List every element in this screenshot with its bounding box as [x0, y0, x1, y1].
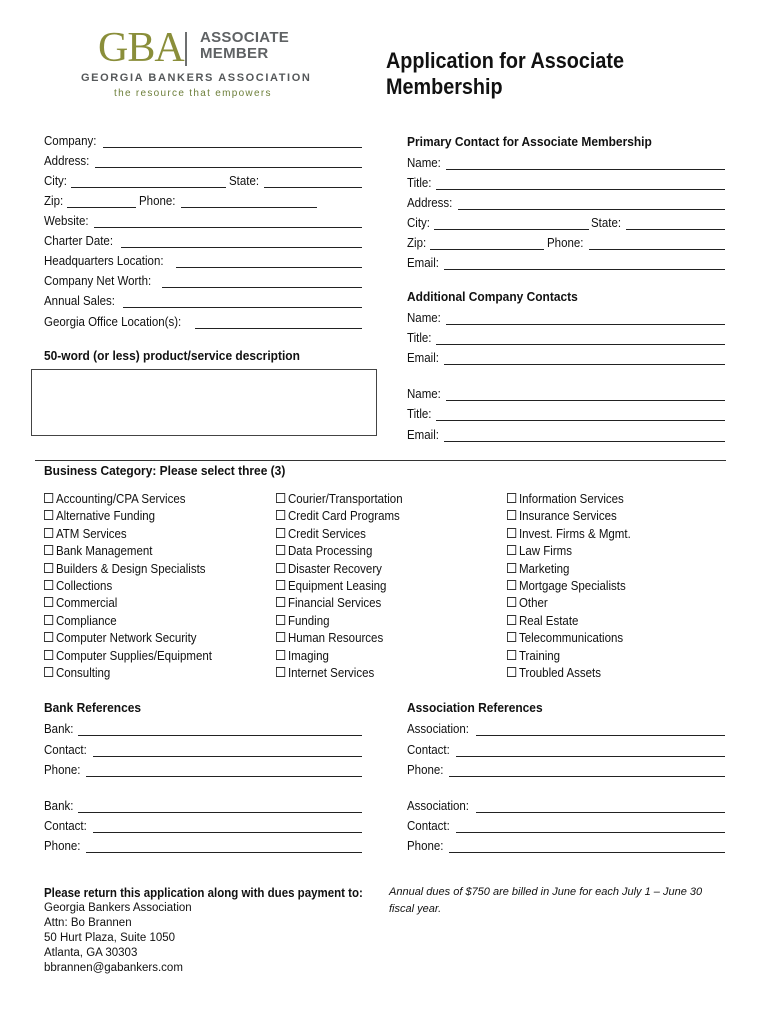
- return-line: Attn: Bo Brannen: [44, 917, 132, 929]
- checkbox-icon[interactable]: [276, 597, 285, 607]
- checkbox-icon[interactable]: [507, 632, 516, 642]
- category-label: Imaging: [287, 648, 329, 663]
- company-label: Company:: [44, 134, 97, 148]
- category-checkbox-item[interactable]: [507, 631, 623, 645]
- checkbox-icon[interactable]: [44, 667, 53, 677]
- category-checkbox-item[interactable]: [276, 527, 366, 541]
- pc-phone-field[interactable]: [547, 234, 725, 250]
- pc-zip-label: Zip:: [407, 236, 427, 250]
- checkbox-icon[interactable]: [276, 510, 285, 520]
- bank2-bank-field[interactable]: [44, 797, 362, 813]
- category-label: Telecommunications: [518, 631, 624, 646]
- checkbox-icon[interactable]: [276, 563, 285, 573]
- logo-associate-line1: ASSOCIATE: [200, 29, 290, 46]
- dues-note: Annual dues of $750 are billed in June for each July 1 – June 30 fiscal year.: [389, 886, 703, 915]
- bank2-bank-label: Bank:: [44, 799, 74, 813]
- category-checkbox-item[interactable]: [44, 562, 206, 576]
- category-checkbox-item[interactable]: [44, 631, 197, 645]
- zip-label: Zip:: [44, 194, 64, 208]
- assoc2-phone-field[interactable]: [407, 837, 725, 853]
- category-checkbox-item[interactable]: [276, 544, 372, 558]
- category-checkbox-item[interactable]: [44, 649, 212, 663]
- category-label: Information Services: [518, 492, 624, 506]
- checkbox-icon[interactable]: [276, 632, 285, 642]
- category-label: Law Firms: [518, 544, 573, 559]
- state-label: State:: [229, 174, 260, 188]
- ac1-name-label: Name:: [407, 311, 441, 325]
- category-label: Internet Services: [287, 666, 375, 680]
- checkbox-icon[interactable]: [276, 615, 285, 625]
- category-label: Accounting/CPA Services: [55, 492, 186, 506]
- category-label: Invest. Firms & Mgmt.: [518, 526, 631, 541]
- category-checkbox-item[interactable]: [276, 649, 329, 663]
- checkbox-icon[interactable]: [44, 597, 53, 607]
- state-field[interactable]: [229, 172, 362, 188]
- category-checkbox-item[interactable]: [44, 527, 127, 541]
- pc-title-field[interactable]: [407, 174, 725, 190]
- checkbox-icon[interactable]: [44, 615, 53, 625]
- bank-references-header: Bank References: [44, 700, 142, 715]
- bank1-phone-field[interactable]: [44, 761, 362, 777]
- ac1-title-field[interactable]: [407, 329, 725, 345]
- ac2-email-field[interactable]: [407, 426, 725, 442]
- category-checkbox-item[interactable]: [44, 596, 117, 610]
- category-checkbox-item[interactable]: [507, 544, 572, 558]
- bank2-contact-field[interactable]: [44, 817, 362, 833]
- category-checkbox-item[interactable]: [44, 544, 153, 558]
- phone-field[interactable]: [139, 192, 317, 208]
- pc-state-field[interactable]: [591, 214, 725, 230]
- category-label: Courier/Transportation: [287, 492, 403, 506]
- category-label: Disaster Recovery: [287, 561, 382, 576]
- category-label: Marketing: [518, 561, 570, 576]
- primary-contact-header: Primary Contact for Associate Membership: [407, 134, 652, 149]
- checkbox-icon[interactable]: [507, 597, 516, 607]
- category-checkbox-item[interactable]: [507, 649, 560, 663]
- checkbox-icon[interactable]: [44, 580, 53, 590]
- charter-date-label: Charter Date:: [44, 234, 114, 248]
- bank2-contact-label: Contact:: [44, 819, 87, 833]
- zip-field[interactable]: [44, 192, 136, 208]
- category-label: Builders & Design Specialists: [55, 561, 206, 576]
- website-label: Website:: [44, 214, 89, 228]
- category-label: Data Processing: [287, 544, 373, 559]
- logo-org-name: GEORGIA BANKERS ASSOCIATION: [81, 72, 312, 84]
- logo-tagline: the resource that empowers: [114, 88, 272, 99]
- checkbox-icon[interactable]: [44, 545, 53, 555]
- ac2-name-field[interactable]: [407, 385, 725, 401]
- category-label: Alternative Funding: [55, 509, 156, 524]
- category-checkbox-item[interactable]: [507, 614, 578, 628]
- category-checkbox-item[interactable]: [44, 509, 155, 523]
- checkbox-icon[interactable]: [44, 650, 53, 660]
- category-checkbox-item[interactable]: [276, 562, 382, 576]
- category-checkbox-item[interactable]: [507, 596, 548, 610]
- checkbox-icon[interactable]: [44, 563, 53, 573]
- net-worth-label: Company Net Worth:: [44, 274, 152, 288]
- bank2-phone-label: Phone:: [44, 839, 81, 853]
- category-checkbox-item[interactable]: [507, 562, 569, 576]
- logo-associate-member: [200, 30, 289, 62]
- checkbox-icon[interactable]: [276, 650, 285, 660]
- ga-office-label: Georgia Office Location(s):: [44, 315, 182, 329]
- city-field[interactable]: [44, 172, 226, 188]
- checkbox-icon[interactable]: [507, 563, 516, 573]
- ac2-title-field[interactable]: [407, 405, 725, 421]
- return-line: Atlanta, GA 30303: [44, 947, 138, 959]
- pc-state-label: State:: [591, 216, 622, 230]
- pc-phone-label: Phone:: [547, 236, 584, 250]
- assoc2-contact-label: Contact:: [407, 819, 450, 833]
- category-checkbox-item[interactable]: [507, 527, 631, 541]
- pc-address-label: Address:: [407, 196, 453, 210]
- address-label: Address:: [44, 154, 90, 168]
- checkbox-icon[interactable]: [507, 510, 516, 520]
- category-label: Computer Network Security: [55, 631, 197, 646]
- checkbox-icon[interactable]: [44, 528, 53, 538]
- pc-title-label: Title:: [407, 176, 432, 190]
- annual-sales-label: Annual Sales:: [44, 294, 115, 308]
- ac1-title-label: Title:: [407, 331, 432, 345]
- assoc1-association-label: Association:: [407, 722, 470, 736]
- bank1-bank-field[interactable]: [44, 720, 362, 736]
- category-label: Commercial: [55, 596, 118, 611]
- category-label: Credit Services: [287, 526, 366, 541]
- annual-sales-field[interactable]: [44, 292, 362, 308]
- phone-label: Phone:: [139, 194, 176, 208]
- checkbox-icon[interactable]: [507, 580, 516, 590]
- website-field[interactable]: [44, 212, 362, 228]
- category-label: Troubled Assets: [518, 666, 601, 680]
- pc-email-label: Email:: [407, 256, 439, 270]
- pc-zip-field[interactable]: [407, 234, 544, 250]
- category-label: Bank Management: [55, 544, 153, 559]
- pc-email-field[interactable]: [407, 254, 725, 270]
- business-category-header: Business Category: Please select three (3): [44, 463, 286, 478]
- checkbox-icon[interactable]: [276, 667, 285, 677]
- assoc2-association-field[interactable]: [407, 797, 725, 813]
- assoc2-association-label: Association:: [407, 799, 470, 813]
- checkbox-icon[interactable]: [507, 615, 516, 625]
- description-textarea[interactable]: [31, 369, 377, 436]
- logo-associate-line2: MEMBER: [200, 45, 269, 62]
- category-label: Training: [518, 648, 561, 663]
- page-title: Application for Associate Membership: [386, 48, 625, 99]
- category-checkbox-item[interactable]: [276, 596, 381, 610]
- category-checkbox-item[interactable]: [44, 666, 110, 680]
- logo-divider: [185, 32, 187, 66]
- category-checkbox-item[interactable]: [276, 509, 400, 523]
- category-label: Human Resources: [287, 631, 384, 646]
- ac2-email-label: Email:: [407, 428, 439, 442]
- checkbox-icon[interactable]: [507, 493, 516, 503]
- bank2-phone-field[interactable]: [44, 837, 362, 853]
- hq-location-field[interactable]: [44, 252, 362, 268]
- assoc1-contact-label: Contact:: [407, 743, 450, 757]
- association-references-header: Association References: [407, 700, 543, 715]
- pc-name-label: Name:: [407, 156, 441, 170]
- return-header: Please return this application along with dues payment to:: [44, 886, 363, 900]
- bank1-contact-label: Contact:: [44, 743, 87, 757]
- category-label: Consulting: [55, 666, 111, 680]
- category-checkbox-item[interactable]: [507, 666, 601, 680]
- assoc2-contact-field[interactable]: [407, 817, 725, 833]
- return-email: bbrannen@gabankers.com: [44, 962, 183, 974]
- return-line: Georgia Bankers Association: [44, 902, 192, 914]
- ac2-name-label: Name:: [407, 387, 441, 401]
- section-divider: [35, 460, 726, 461]
- category-checkbox-item[interactable]: [44, 579, 112, 593]
- assoc1-association-field[interactable]: [407, 720, 725, 736]
- category-label: Equipment Leasing: [287, 579, 387, 593]
- category-label: Real Estate: [518, 613, 579, 628]
- category-label: Credit Card Programs: [287, 509, 400, 524]
- category-checkbox-item[interactable]: [276, 666, 374, 680]
- category-checkbox-item[interactable]: [276, 492, 403, 506]
- category-checkbox-item[interactable]: [276, 614, 330, 628]
- ga-office-field[interactable]: [44, 313, 362, 329]
- assoc1-phone-label: Phone:: [407, 763, 444, 777]
- category-label: Other: [518, 596, 548, 611]
- category-checkbox-item[interactable]: [507, 492, 624, 506]
- assoc2-phone-label: Phone:: [407, 839, 444, 853]
- hq-location-label: Headquarters Location:: [44, 254, 164, 268]
- checkbox-icon[interactable]: [44, 493, 53, 503]
- bank1-contact-field[interactable]: [44, 741, 362, 757]
- checkbox-icon[interactable]: [44, 632, 53, 642]
- assoc1-contact-field[interactable]: [407, 741, 725, 757]
- checkbox-icon[interactable]: [507, 528, 516, 538]
- category-label: Collections: [55, 579, 113, 593]
- assoc1-phone-field[interactable]: [407, 761, 725, 777]
- category-label: Funding: [287, 613, 330, 628]
- bank1-bank-label: Bank:: [44, 722, 74, 736]
- ac1-email-label: Email:: [407, 351, 439, 365]
- checkbox-icon[interactable]: [507, 667, 516, 677]
- category-checkbox-item[interactable]: [44, 614, 117, 628]
- checkbox-icon[interactable]: [44, 510, 53, 520]
- checkbox-icon[interactable]: [507, 545, 516, 555]
- company-field[interactable]: [44, 132, 362, 148]
- category-label: Mortgage Specialists: [518, 579, 626, 593]
- pc-city-label: City:: [407, 216, 430, 230]
- logo-gba: GBA: [98, 25, 184, 71]
- category-checkbox-item[interactable]: [276, 579, 386, 593]
- checkbox-icon[interactable]: [276, 580, 285, 590]
- checkbox-icon[interactable]: [276, 528, 285, 538]
- pc-address-field[interactable]: [407, 194, 725, 210]
- category-label: Computer Supplies/Equipment: [55, 648, 212, 663]
- category-checkbox-item[interactable]: [44, 492, 186, 506]
- ac2-title-label: Title:: [407, 407, 432, 421]
- address-field[interactable]: [44, 152, 362, 168]
- description-header: 50-word (or less) product/service description: [44, 348, 300, 363]
- bank1-phone-label: Phone:: [44, 763, 81, 777]
- category-label: ATM Services: [55, 526, 127, 541]
- category-checkbox-item[interactable]: [507, 579, 626, 593]
- pc-city-field[interactable]: [407, 214, 589, 230]
- ac1-name-field[interactable]: [407, 309, 725, 325]
- additional-contacts-header: Additional Company Contacts: [407, 289, 578, 304]
- net-worth-field[interactable]: [44, 272, 362, 288]
- checkbox-icon[interactable]: [507, 650, 516, 660]
- charter-date-field[interactable]: [44, 232, 362, 248]
- return-line: 50 Hurt Plaza, Suite 1050: [44, 932, 176, 944]
- pc-name-field[interactable]: [407, 154, 725, 170]
- checkbox-icon[interactable]: [276, 493, 285, 503]
- category-checkbox-item[interactable]: [507, 509, 617, 523]
- checkbox-icon[interactable]: [276, 545, 285, 555]
- ac1-email-field[interactable]: [407, 349, 725, 365]
- category-label: Compliance: [55, 613, 117, 628]
- category-label: Insurance Services: [518, 509, 617, 524]
- city-label: City:: [44, 174, 67, 188]
- category-label: Financial Services: [287, 596, 382, 611]
- category-checkbox-item[interactable]: [276, 631, 383, 645]
